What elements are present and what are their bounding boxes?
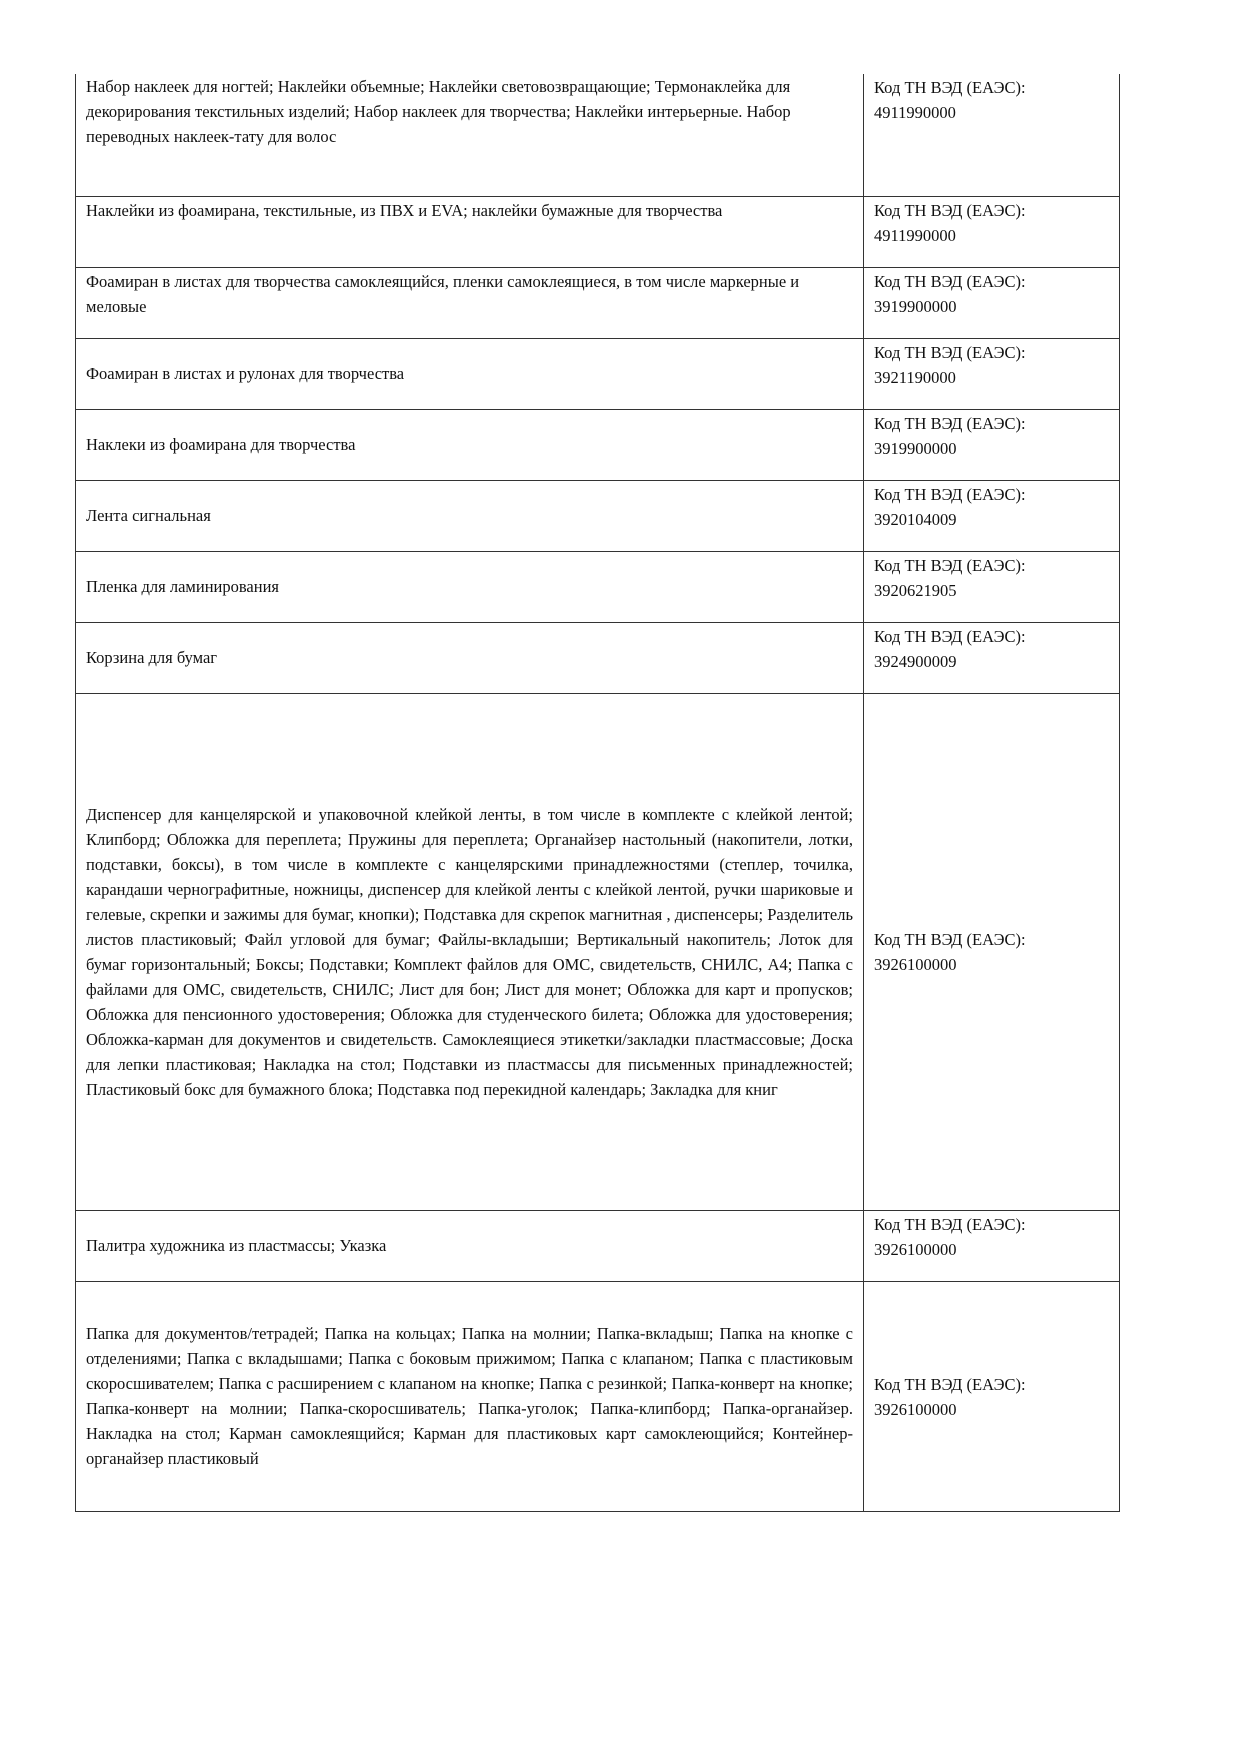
table-row	[76, 196, 1120, 267]
table-row	[76, 1210, 1120, 1281]
hs-code-value: 3926100000	[874, 1399, 957, 1419]
hs-code-label: Код ТН ВЭД (ЕАЭС):	[874, 930, 1026, 949]
hs-code-cell	[864, 74, 1120, 196]
hs-code-label: Код ТН ВЭД (ЕАЭС):	[874, 271, 1026, 291]
hs-code-value: 3926100000	[874, 955, 957, 974]
goods-description: Пленка для ламинирования	[76, 551, 864, 622]
table-row	[76, 409, 1120, 480]
goods-code-table	[75, 74, 1120, 1512]
goods-description: Наклейки из фоамирана, текстильные, из ПВХ и EVA; наклейки бумажные для творчества	[76, 196, 864, 267]
hs-code-value: 3919900000	[874, 438, 957, 458]
hs-code-value: 3921190000	[874, 367, 956, 387]
goods-description: Корзина для бумаг	[76, 622, 864, 693]
hs-code-value: 3926100000	[874, 1239, 957, 1259]
hs-code-cell	[864, 622, 1120, 693]
goods-description: Папка для документов/тетрадей; Папка на кольцах; Папка на молнии; Папка-вкладыш; Папка на кнопке с отделениями; Папка с вкладышами; Папка с боковым прижимом; Папка с клапаном; Папка с пластиковым скоросшивателем; Папка с расширением с клапаном на кнопке; Папка с резинкой; Папка-конверт на кнопке; Папка-конверт на молнии; Папка-скоросшиватель; Папка-уголок; Папка-клипборд; Папка-органайзер. Накладка на стол; Карман самоклеящийся; Карман для пластиковых карт самоклеющийся; Контейнер-органайзер пластиковый	[76, 1281, 864, 1511]
hs-code-label: Код ТН ВЭД (ЕАЭС):	[874, 78, 1026, 97]
table-row	[76, 480, 1120, 551]
hs-code-label: Код ТН ВЭД (ЕАЭС):	[874, 413, 1026, 433]
goods-description: Набор наклеек для ногтей; Наклейки объемные; Наклейки световозвращающие; Термонаклейка для декорирования текстильных изделий; Набор наклеек для творчества; Наклейки интерьерные. Набор переводных наклеек-тату для волос	[76, 74, 864, 196]
goods-description: Палитра художника из пластмассы; Указка	[76, 1210, 864, 1281]
hs-code-value: 3920104009	[874, 509, 957, 529]
goods-description: Фоамиран в листах для творчества самоклеящийся, пленки самоклеящиеся, в том числе маркерные и меловые	[76, 267, 864, 338]
hs-code-label: Код ТН ВЭД (ЕАЭС):	[874, 555, 1026, 575]
hs-code-label: Код ТН ВЭД (ЕАЭС):	[874, 1214, 1026, 1234]
hs-code-value: 3919900000	[874, 296, 957, 316]
goods-description: Лента сигнальная	[76, 480, 864, 551]
goods-description: Фоамиран в листах и рулонах для творчества	[76, 338, 864, 409]
hs-code-cell	[864, 693, 1120, 1210]
hs-code-cell	[864, 1210, 1120, 1281]
goods-description: Наклеки из фоамирана для творчества	[76, 409, 864, 480]
hs-code-value: 4911990000	[874, 103, 956, 122]
hs-code-cell	[864, 196, 1120, 267]
table-row	[76, 551, 1120, 622]
hs-code-value: 4911990000	[874, 225, 956, 245]
hs-code-label: Код ТН ВЭД (ЕАЭС):	[874, 1374, 1026, 1394]
hs-code-cell	[864, 338, 1120, 409]
hs-code-value: 3920621905	[874, 580, 957, 600]
table-row	[76, 338, 1120, 409]
table-row	[76, 74, 1120, 196]
table-row	[76, 1281, 1120, 1511]
hs-code-cell	[864, 1281, 1120, 1511]
hs-code-cell	[864, 267, 1120, 338]
table-row	[76, 622, 1120, 693]
hs-code-label: Код ТН ВЭД (ЕАЭС):	[874, 342, 1026, 362]
table-row	[76, 267, 1120, 338]
hs-code-cell	[864, 480, 1120, 551]
hs-code-label: Код ТН ВЭД (ЕАЭС):	[874, 484, 1026, 504]
hs-code-cell	[864, 551, 1120, 622]
hs-code-label: Код ТН ВЭД (ЕАЭС):	[874, 200, 1026, 220]
table-row	[76, 693, 1120, 1210]
goods-description: Диспенсер для канцелярской и упаковочной клейкой ленты, в том числе в комплекте с клейкой лентой; Клипборд; Обложка для переплета; Пружины для переплета; Органайзер настольный (накопители, лотки, подставки, боксы), в том числе в комплекте с канцелярскими принадлежностями (степлер, точилка, карандаши чернографитные, ножницы, диспенсер для клейкой ленты с клейкой лентой, ручки шариковые и гелевые, скрепки и зажимы для бумаг, кнопки); Подставка для скрепок магнитная , диспенсеры; Разделитель листов пластиковый; Файл угловой для бумаг; Файлы-вкладыши; Вертикальный накопитель; Лоток для бумаг горизонтальный; Боксы; Подставки; Комплект файлов для ОМС, свидетельств, СНИЛС, А4; Папка с файлами для ОМС, свидетельств, СНИЛС; Лист для бон; Лист для монет; Обложка для карт и пропусков; Обложка для пенсионного удостоверения; Обложка для студенческого билета; Обложка для удостоверения; Обложка-карман для документов и свидетельств. Самоклеящиеся этикетки/закладки пластмассовые; Доска для лепки пластиковая; Накладка на стол; Подставки из пластмассы для письменных принадлежностей; Пластиковый бокс для бумажного блока; Подставка под перекидной календарь; Закладка для книг	[76, 693, 864, 1210]
hs-code-value: 3924900009	[874, 651, 957, 671]
hs-code-label: Код ТН ВЭД (ЕАЭС):	[874, 626, 1026, 646]
hs-code-cell	[864, 409, 1120, 480]
